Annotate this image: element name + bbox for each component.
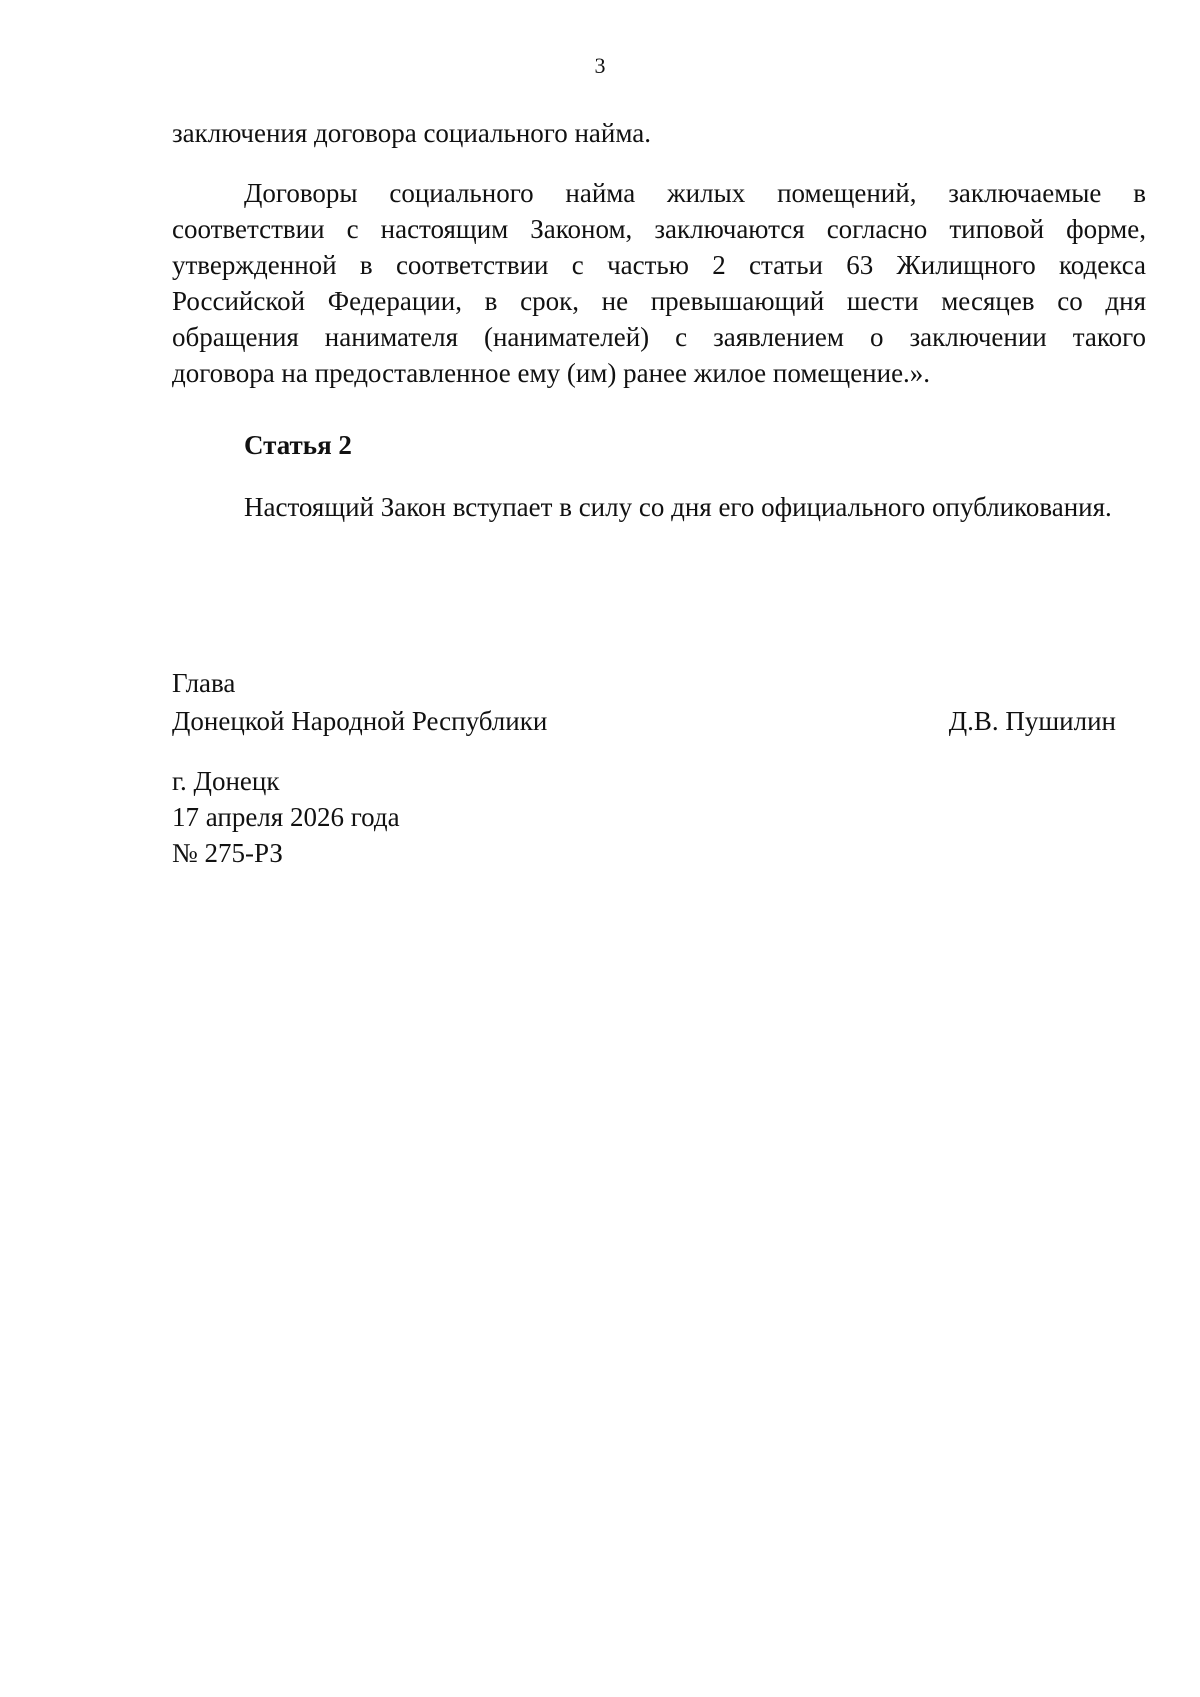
footer-city: г. Донецк xyxy=(172,766,280,796)
signature-name: Д.В. Пушилин xyxy=(948,706,1116,736)
continuation-line: заключения договора социального найма. xyxy=(172,118,651,148)
paragraph-line-2: соответствии с настоящим Законом, заключаются согласно типовой форме, xyxy=(172,214,1146,244)
signature-title-line2: Донецкой Народной Республики xyxy=(172,706,548,736)
paragraph-line-3: утвержденной в соответствии с частью 2 статьи 63 Жилищного кодекса xyxy=(172,250,1146,280)
paragraph-line-5: обращения нанимателя (нанимателей) с заявлением о заключении такого xyxy=(172,322,1146,352)
article-text: Настоящий Закон вступает в силу со дня его официального опубликования. xyxy=(244,492,1112,522)
signature-title-line1: Глава xyxy=(172,668,236,698)
paragraph-line-1: Договоры социального найма жилых помещений, заключаемые в xyxy=(244,178,1146,208)
paragraph-line-6: договора на предоставленное ему (им) ранее жилое помещение.». xyxy=(172,358,931,388)
footer-date: 17 апреля 2026 года xyxy=(172,802,400,832)
footer-number: № 275-РЗ xyxy=(172,838,283,868)
paragraph-line-4: Российской Федерации, в срок, не превышающий шести месяцев со дня xyxy=(172,286,1146,316)
article-heading: Статья 2 xyxy=(244,430,352,460)
page-number: 3 xyxy=(594,53,606,78)
